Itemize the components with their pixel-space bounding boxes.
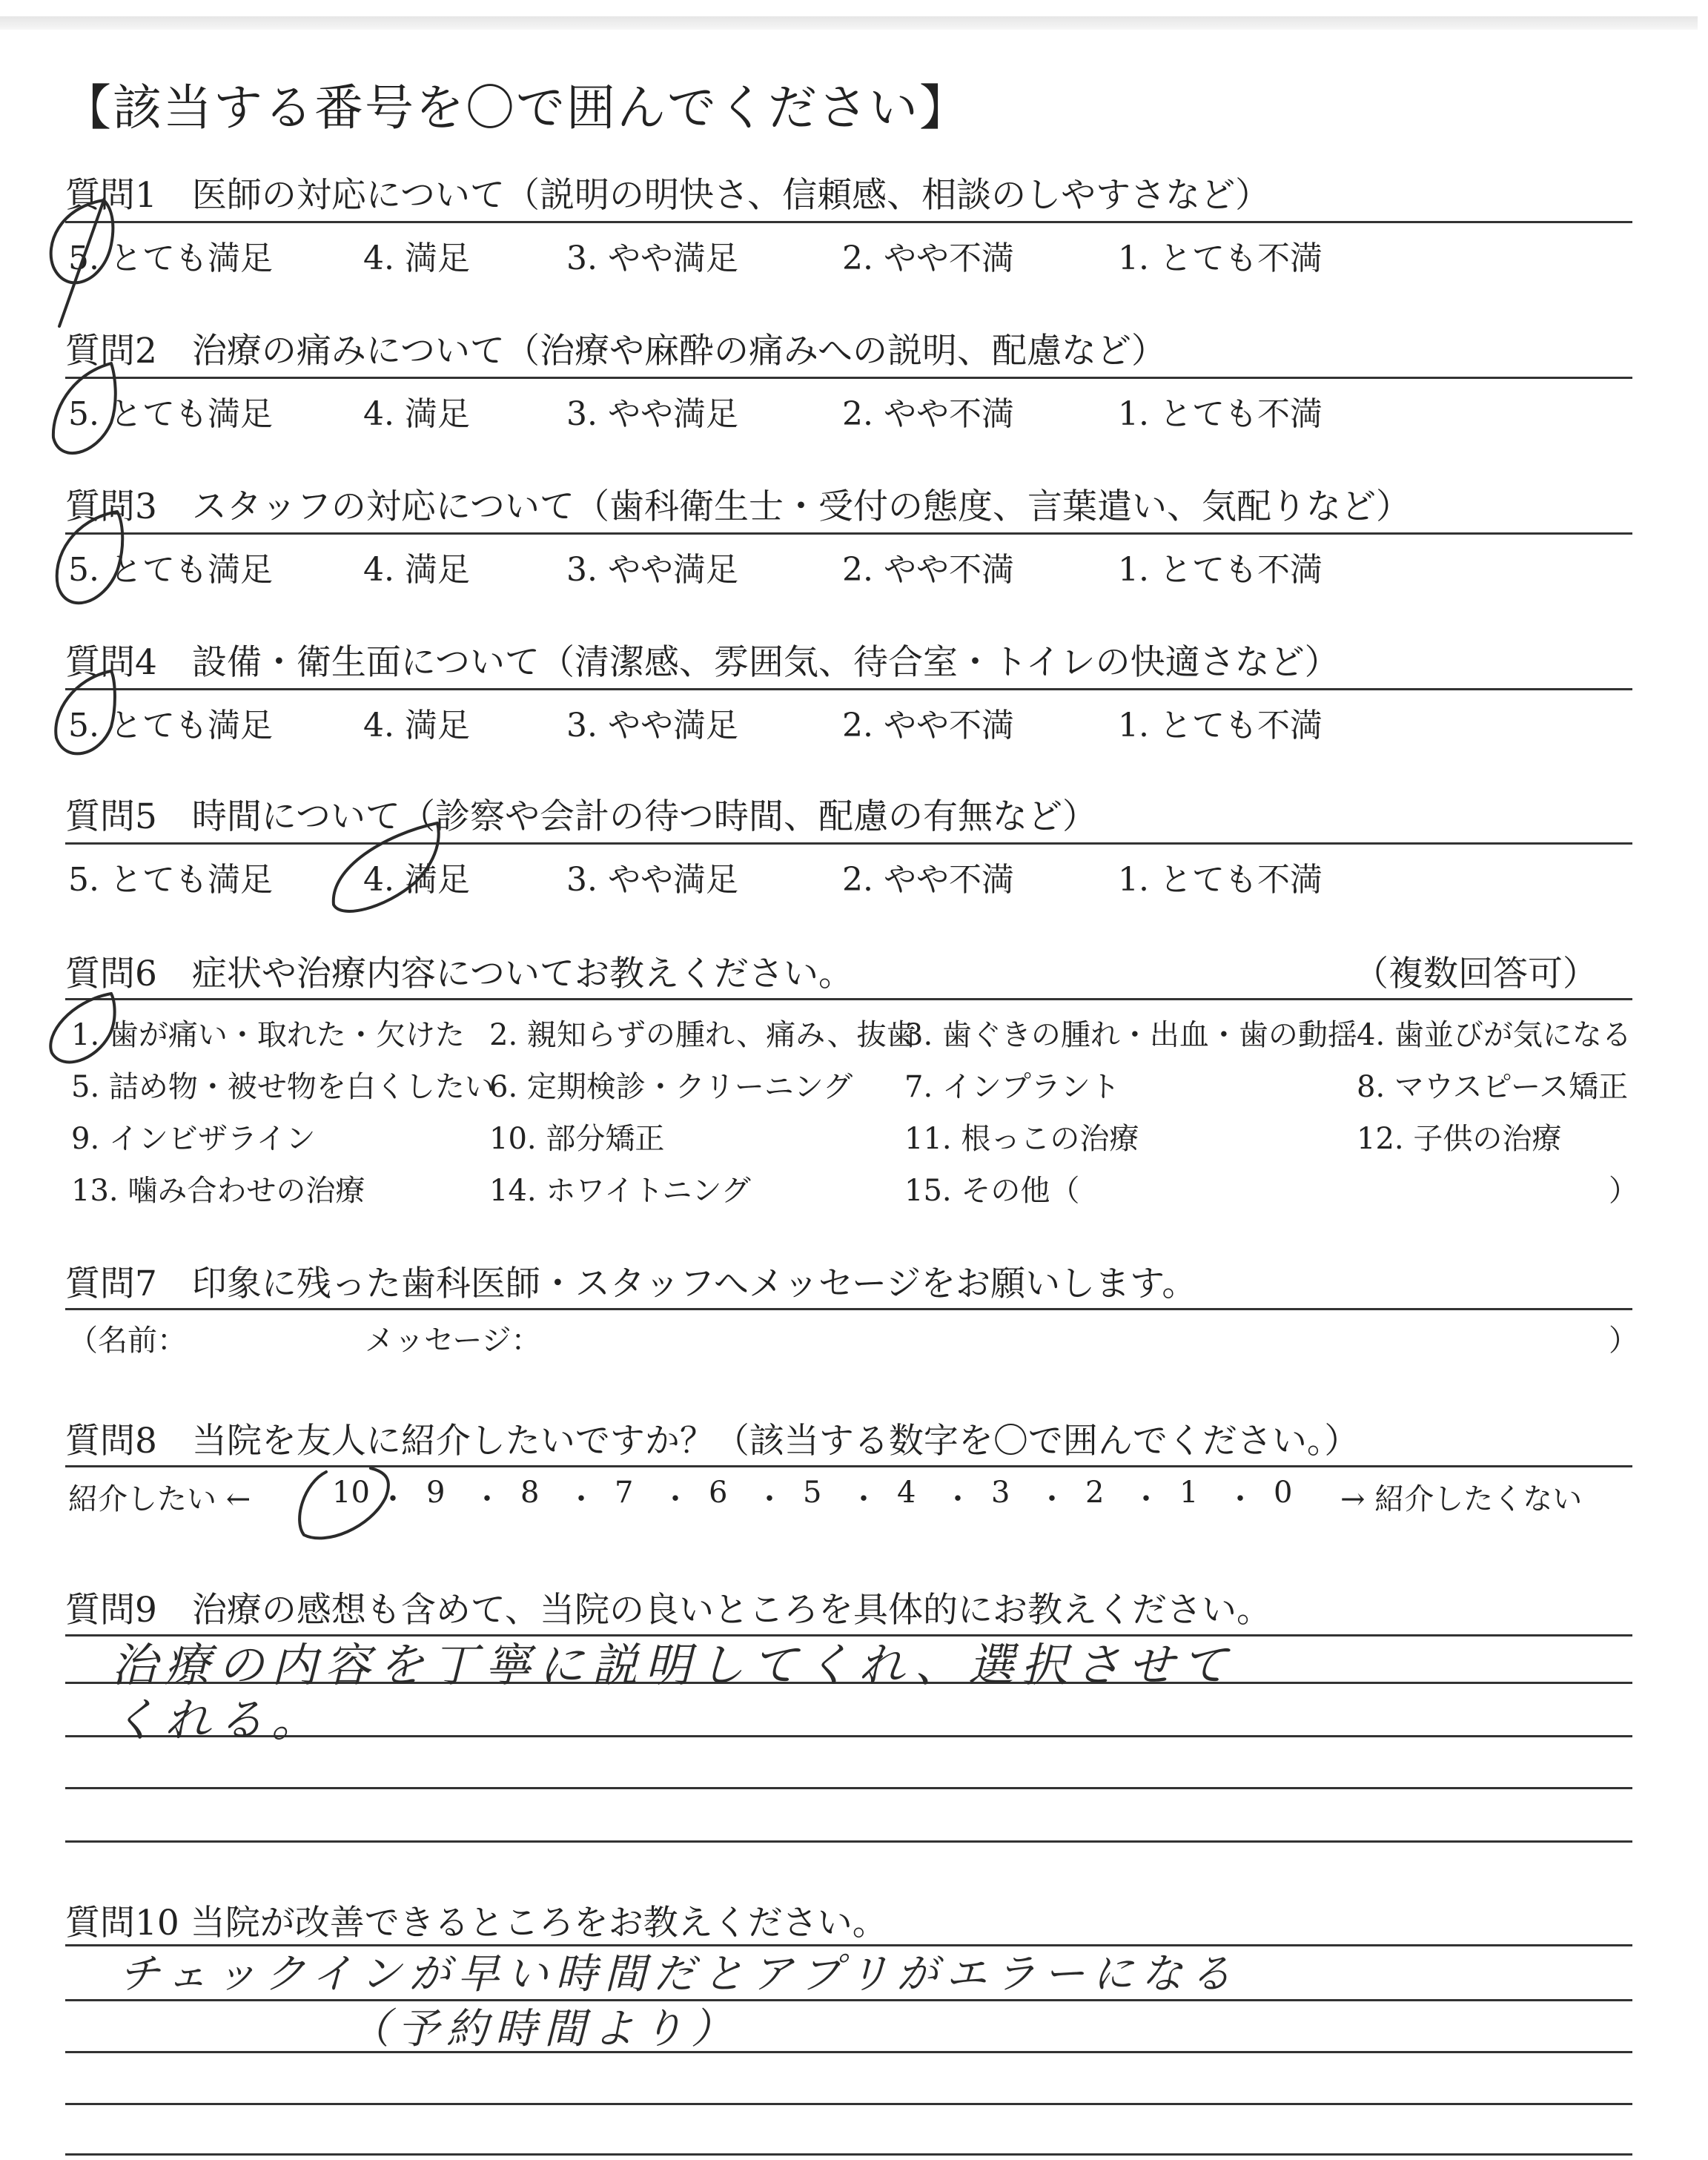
q8-scale-value-3[interactable]: 3 (991, 1476, 1010, 1510)
q2-rule (65, 377, 1632, 379)
q10-answer-line-2: （予約時間より） (348, 2005, 740, 2053)
q6-option-5[interactable]: 5. 詰め物・被せ物を白くしたい (71, 1070, 494, 1104)
q7-title: 質問7 印象に残った歯科医師・スタッフへメッセージをお願いします。 (65, 1264, 1197, 1304)
q3-option-5[interactable]: 5. とても満足 (68, 551, 273, 589)
q6-option-11[interactable]: 11. 根っこの治療 (904, 1122, 1139, 1156)
q3-title: 質問3 スタッフの対応について（歯科衛生士・受付の態度、言葉遣い、気配りなど） (65, 486, 1411, 527)
q6-option-10[interactable]: 10. 部分矯正 (489, 1122, 665, 1156)
q2-option-2[interactable]: 2. やや不満 (842, 395, 1014, 433)
q1-option-5[interactable]: 5. とても満足 (68, 240, 273, 277)
q8-scale-separator: ・ (661, 1482, 690, 1516)
q5-title: 質問5 時間について（診察や会計の待つ時間、配慮の有無など） (65, 796, 1097, 837)
q7-rule (65, 1308, 1632, 1310)
q6-option-1[interactable]: 1. 歯が痛い・取れた・欠けた (71, 1018, 465, 1052)
q4-title: 質問4 設備・衛生面について（清潔感、雰囲気、待合室・トイレの快適さなど） (65, 642, 1340, 683)
q8-scale-separator: ・ (1037, 1482, 1067, 1516)
q8-scale-value-8[interactable]: 8 (520, 1476, 540, 1510)
q5-option-3[interactable]: 3. やや満足 (566, 861, 738, 899)
q5-option-1[interactable]: 1. とても不満 (1118, 861, 1323, 899)
q6-option-13[interactable]: 13. 噛み合わせの治療 (71, 1174, 365, 1208)
q8-scale-separator: ・ (566, 1482, 596, 1516)
q6-multi-note: （複数回答可） (1354, 954, 1598, 994)
q8-right-label: → 紹介したくない (1340, 1482, 1583, 1516)
q3-rule (65, 532, 1632, 535)
q8-scale-value-1[interactable]: 1 (1179, 1476, 1199, 1510)
q10-title: 質問10 当院が改善できるところをお教えください。 (65, 1903, 887, 1943)
q6-option-8[interactable]: 8. マウスピース矯正 (1357, 1070, 1629, 1104)
q7-message-label[interactable]: メッセージ： (365, 1324, 541, 1358)
q8-rule (65, 1465, 1632, 1467)
page-heading: 【該当する番号を〇で囲んでください】 (62, 79, 970, 136)
q1-option-1[interactable]: 1. とても不満 (1118, 240, 1323, 277)
q3-option-1[interactable]: 1. とても不満 (1118, 551, 1323, 589)
q10-line-3 (65, 2051, 1632, 2053)
q8-scale-value-0[interactable]: 0 (1274, 1476, 1293, 1510)
q2-option-1[interactable]: 1. とても不満 (1118, 395, 1323, 433)
q9-answer-line-1: 治療の内容を丁寧に説明してくれ、選択させて (111, 1638, 1235, 1692)
q10-line-4 (65, 2103, 1632, 2105)
q4-option-1[interactable]: 1. とても不満 (1118, 707, 1323, 744)
q6-option-15[interactable]: 15. その他（ (904, 1174, 1080, 1208)
q4-rule (65, 688, 1632, 690)
q6-option-7[interactable]: 7. インプラント (904, 1070, 1120, 1104)
q5-option-4[interactable]: 4. 満足 (363, 861, 470, 899)
q9-title: 質問9 治療の感想も含めて、当院の良いところを具体的にお教えください。 (65, 1590, 1271, 1631)
q8-scale-separator: ・ (378, 1482, 408, 1516)
q8-scale-value-4[interactable]: 4 (897, 1476, 916, 1510)
q5-option-5[interactable]: 5. とても満足 (68, 861, 273, 899)
q1-option-3[interactable]: 3. やや満足 (566, 240, 738, 277)
q4-option-2[interactable]: 2. やや不満 (842, 707, 1014, 744)
q8-title: 質問8 当院を友人に紹介したいですか？（該当する数字を〇で囲んでください。） (65, 1421, 1360, 1462)
q1-rule (65, 221, 1632, 223)
q4-option-4[interactable]: 4. 満足 (363, 707, 470, 744)
scan-edge (0, 16, 1698, 30)
q9-line-4 (65, 1787, 1632, 1789)
q10-line-5 (65, 2153, 1632, 2156)
q8-scale-separator: ・ (1225, 1482, 1255, 1516)
q8-scale-value-10[interactable]: 10 (332, 1476, 370, 1510)
q6-title: 質問6 症状や治療内容についてお教えください。 (65, 954, 853, 994)
q8-scale-separator: ・ (849, 1482, 878, 1516)
q2-title: 質問2 治療の痛みについて（治療や麻酔の痛みへの説明、配慮など） (65, 331, 1167, 371)
q7-close-paren: ） (1609, 1324, 1638, 1358)
q6-rule (65, 998, 1632, 1000)
q2-option-3[interactable]: 3. やや満足 (566, 395, 738, 433)
q8-scale-separator: ・ (943, 1482, 973, 1516)
q2-option-4[interactable]: 4. 満足 (363, 395, 470, 433)
q6-option-6[interactable]: 6. 定期検診・クリーニング (489, 1070, 853, 1104)
q8-scale-separator: ・ (755, 1482, 784, 1516)
q9-answer-line-2: くれる。 (111, 1693, 325, 1747)
q1-option-2[interactable]: 2. やや不満 (842, 240, 1014, 277)
q9-line-5 (65, 1840, 1632, 1843)
q8-scale-value-6[interactable]: 6 (709, 1476, 728, 1510)
q5-option-2[interactable]: 2. やや不満 (842, 861, 1014, 899)
q8-scale-value-5[interactable]: 5 (803, 1476, 822, 1510)
q7-name-label[interactable]: （名前： (68, 1324, 187, 1358)
q1-title: 質問1 医師の対応について（説明の明快さ、信頼感、相談のしやすさなど） (65, 175, 1271, 216)
q6-option-14[interactable]: 14. ホワイトニング (489, 1174, 751, 1208)
q8-scale-separator: ・ (472, 1482, 502, 1516)
q8-scale-value-7[interactable]: 7 (615, 1476, 634, 1510)
q3-option-4[interactable]: 4. 満足 (363, 551, 470, 589)
q5-rule (65, 842, 1632, 845)
q6-option-3[interactable]: 3. 歯ぐきの腫れ・出血・歯の動揺 (904, 1018, 1357, 1052)
q3-option-2[interactable]: 2. やや不満 (842, 551, 1014, 589)
q4-option-3[interactable]: 3. やや満足 (566, 707, 738, 744)
q6-option-2[interactable]: 2. 親知らずの腫れ、痛み、抜歯 (489, 1018, 916, 1052)
q8-scale-value-2[interactable]: 2 (1085, 1476, 1105, 1510)
q2-option-5[interactable]: 5. とても満足 (68, 395, 273, 433)
q4-option-5[interactable]: 5. とても満足 (68, 707, 273, 744)
q8-left-label: 紹介したい ← (68, 1482, 251, 1516)
q6-option-15-close: ） (1609, 1174, 1638, 1208)
q1-option-4[interactable]: 4. 満足 (363, 240, 470, 277)
q6-option-12[interactable]: 12. 子供の治療 (1357, 1122, 1562, 1156)
q6-option-9[interactable]: 9. インビザライン (71, 1122, 316, 1156)
q8-scale-separator: ・ (1131, 1482, 1161, 1516)
q3-option-3[interactable]: 3. やや満足 (566, 551, 738, 589)
q10-answer-line-1: チェックインが早い時間だとアプリがエラーになる (119, 1950, 1239, 1998)
q8-scale-value-9[interactable]: 9 (426, 1476, 446, 1510)
q6-option-4[interactable]: 4. 歯並びが気になる (1357, 1018, 1632, 1052)
